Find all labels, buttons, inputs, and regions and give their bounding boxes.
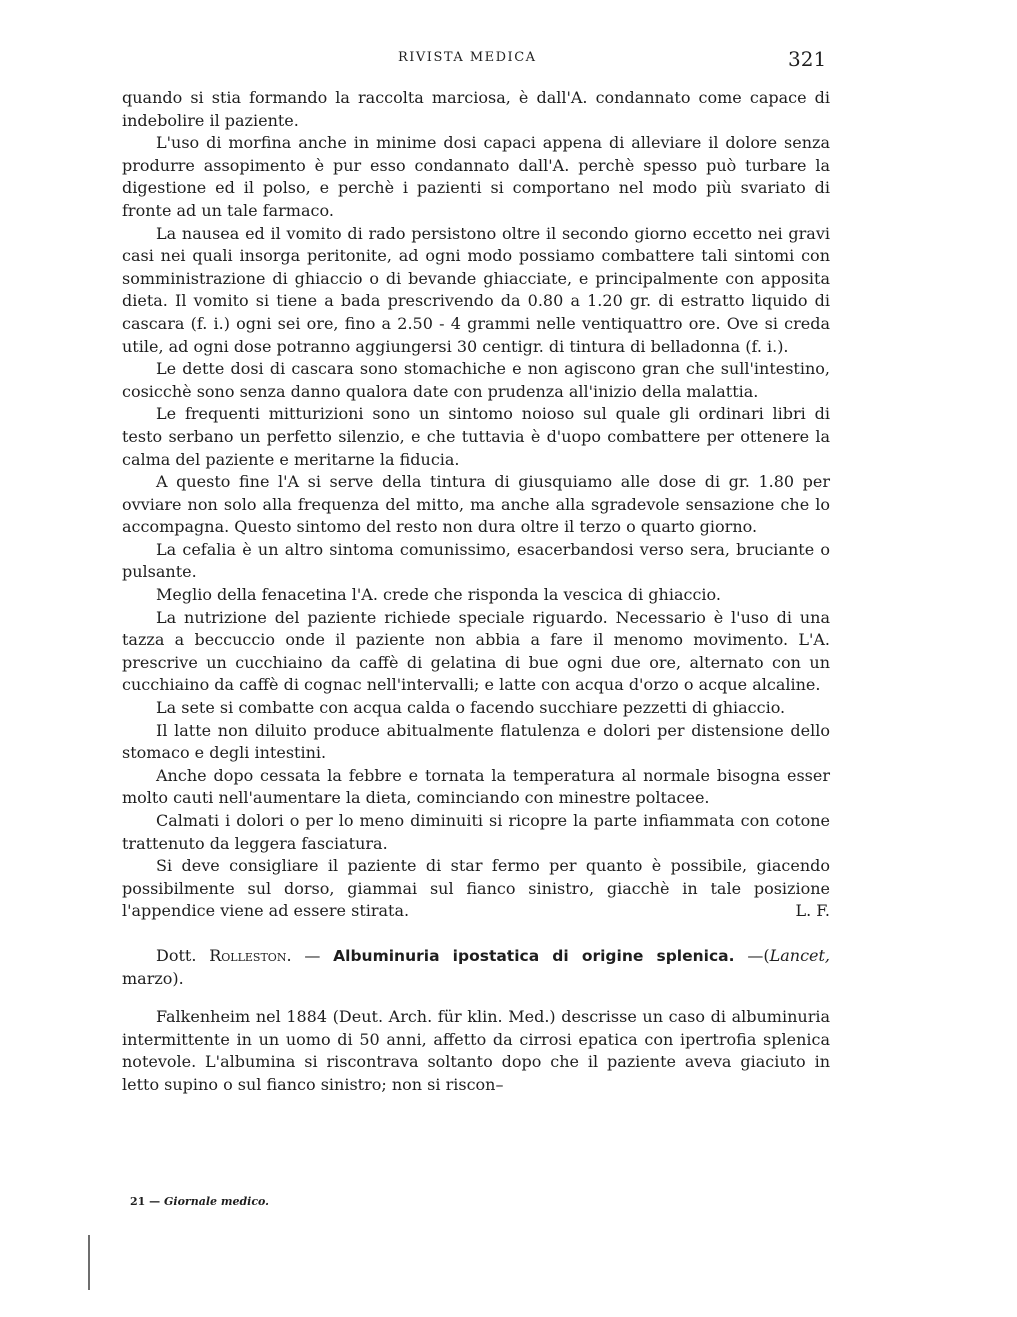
article-author: Rolleston.: [209, 945, 292, 965]
paragraph: Le dette dosi di cascara sono stomachiche e non agiscono gran che sull'intestino, cosicchè sono senza danno qualora date con prudenza all'inizio della malattia.: [122, 359, 830, 401]
page-number: 321: [788, 47, 827, 71]
source-open: (: [763, 945, 770, 965]
paragraph: A questo fine l'A si serve della tintura di giusquiamo alle dose di gr. 1.80 per ovviare non solo alla frequenza del mitto, ma anche alla sgradevole sensazione che lo accompagna. Questo sintomo del resto non dura oltre il terzo o quarto giorno.: [122, 472, 830, 537]
paragraph: La nausea ed il vomito di rado persistono oltre il secondo giorno eccetto nei gravi casi nei quali insorga peritonite, ad ogni modo possiamo combattere tali sintomi con somministrazione di ghiaccio o di bevande ghiacciate, e principalmente con apposita dieta. Il vomito si tiene a bada prescrivendo da 0.80 a 1.20 gr. di estratto liquido di cascara (f. i.) ogni sei ore, fino a 2.50 - 4 grammi nelle ventiquattro ore. Ove si creda utile, ad ogni dose potranno aggiungersi 30 centigr. di tintura di belladonna (f. i.).: [122, 223, 830, 356]
article-heading: [122, 945, 830, 990]
paragraph: Calmati i dolori o per lo meno diminuiti si ricopre la parte infiammata con cotone trattenuto da leggera fasciatura.: [122, 811, 830, 853]
source-dash: —: [747, 945, 764, 965]
signature-mark: [130, 1195, 269, 1208]
paragraph: Meglio della fenacetina l'A. crede che risponda la vescica di ghiaccio.: [156, 585, 721, 605]
article-text-rest: ) descrisse un caso di albuminuria intermittente in un uomo di 50 anni, affetto da cirrosi epatica con ipertrofia splenica notevole. L'albumina si riscontrava soltanto dopo che il paziente aveva giaciuto in letto supino o sul fianco sinistro; non si riscon–: [122, 1007, 831, 1094]
spacer: [122, 923, 830, 945]
paragraph: quando si stia formando la raccolta marciosa, è dall'A. condannato come capace di indebolire il paziente.: [122, 88, 830, 130]
running-title: RIVISTA MEDICA: [398, 50, 537, 65]
footer-dash: —: [149, 1195, 161, 1208]
paragraph: La cefalia è un altro sintoma comunissimo, esacerbandosi verso sera, bruciante o pulsante.: [122, 539, 830, 582]
paragraph: L'uso di morfina anche in minime dosi capaci appena di alleviare il dolore senza produrre assopimento è pur esso condannato dall'A. perchè spesso può turbare la digestione ed il polso, e perchè i pazienti si comportano nel modo più svariato di fronte ad un tale farmaco.: [122, 133, 830, 220]
margin-rule: [88, 1235, 90, 1290]
source-date: marzo).: [122, 968, 184, 988]
paragraph: Anche dopo cessata la febbre e tornata la temperatura al normale bisogna esser molto cauti nell'aumentare la dieta, cominciando con minestre poltacee.: [122, 765, 830, 808]
article-citation: Deut. Arch. für klin. Med.: [338, 1007, 550, 1027]
paragraph: La sete si combatte con acqua calda o facendo succhiare pezzetti di ghiaccio.: [156, 698, 786, 718]
paragraph: [122, 855, 830, 923]
source-journal: Lancet,: [769, 945, 831, 965]
last-paragraph-text: Si deve consigliare il paziente di star fermo per quanto è possibile, giacendo possibilmente sul dorso, giammai sul fianco sinistro, giacchè in tale posizione l'appendice viene ad essere stirata.: [122, 856, 830, 921]
paragraph: La nutrizione del paziente richiede speciale riguardo. Necessario è l'uso di una tazza a beccuccio onde il paziente non abbia a fare il menomo movimento. L'A. prescrive un cucchiaino da caffè di gelatina di bue ogni due ore, alternato con un cucchiaino da caffè di cognac nell'intervalli; e latte con acqua d'orzo o acque alcaline.: [122, 607, 830, 695]
paragraph: Il latte non diluito produce abitualmente flatulenza e dolori per distensione dello stomaco e degli intestini.: [122, 720, 830, 763]
body-text: [122, 87, 830, 1097]
footer-journal: Giornale medico.: [164, 1195, 270, 1208]
heading-dash: —: [304, 945, 321, 965]
signature: L. F.: [795, 901, 830, 921]
article-text-start: Falkenheim nel 1884 (: [156, 1007, 339, 1027]
paragraph: Le frequenti mitturizioni sono un sintomo noioso sul quale gli ordinari libri di testo serbano un perfetto silenzio, e che tuttavia è d'uopo combattere per ottenere la calma del paziente e meritarne la fiducia.: [122, 404, 830, 469]
article-title: Albuminuria ipostatica di origine splenica.: [333, 946, 735, 965]
article-paragraph: [122, 1006, 830, 1096]
signature-number: 21: [130, 1195, 146, 1208]
spacer: [122, 990, 830, 1006]
author-prefix: Dott.: [156, 945, 197, 965]
